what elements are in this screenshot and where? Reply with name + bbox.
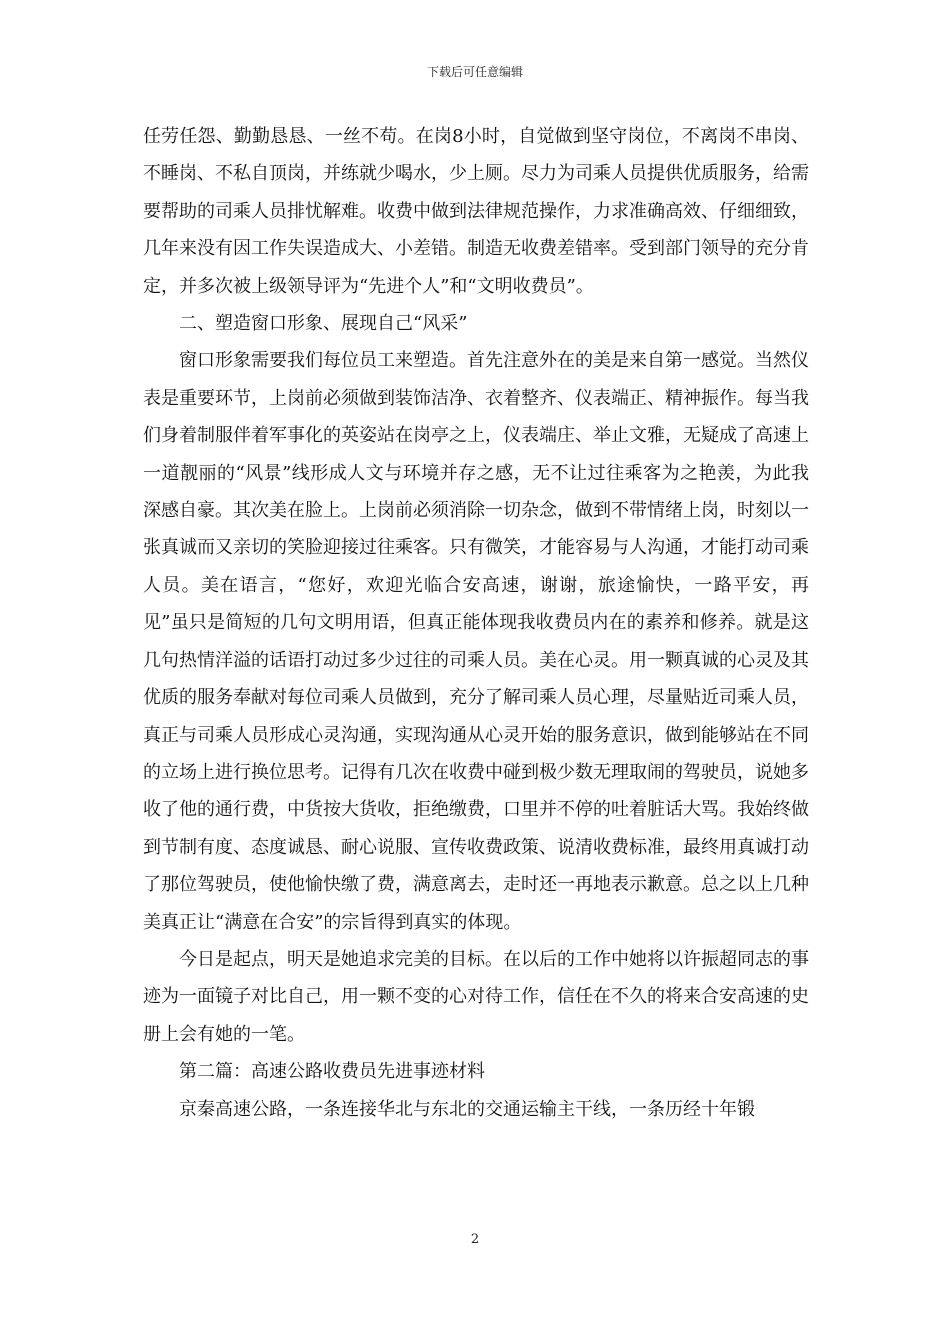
document-body xyxy=(143,118,809,1128)
paragraph-4: 今日是起点，明天是她追求完美的目标。在以后的工作中她将以许振超同志的事迹为一面镜子对比自己，用一颗不变的心对待工作，信任在不久的将来合安高速的史册上会有她的一笔。 xyxy=(143,948,809,1045)
paragraph-1: 任劳任怨、勤勤恳恳、一丝不苟。在岗8小时，自觉做到坚守岗位，不离岗不串岗、不睡岗、不私自顶岗，并练就少喝水，少上厕。尽力为司乘人员提供优质服务，给需要帮助的司乘人员排忧解难。收费中做到法律规范操作，力求准确高效、仔细细致，几年来没有因工作失误造成大、小差错。制造无收费差错率。受到部门领导的充分肯定，并多次被上级领导评为“先进个人”和“文明收费员”。 xyxy=(143,126,809,297)
page-number: 2 xyxy=(470,1232,480,1247)
article-title-2: 第二篇：高速公路收费员先进事迹材料 xyxy=(179,1061,485,1083)
page-header: 下载后可任意编辑 xyxy=(426,65,523,79)
section-heading-2: 二、塑造窗口形象、展现自己“风采” xyxy=(179,313,468,335)
paragraph-3: 窗口形象需要我们每位员工来塑造。首先注意外在的美是来自第一感觉。当然仪表是重要环节，上岗前必须做到装饰洁净、衣着整齐、仪表端正、精神振作。每当我们身着制服伴着军事化的英姿站在岗亭之上，仪表端庄、举止文雅，无疑成了高速上一道靓丽的“风景”线形成人文与环境并存之感，无不让过往乘客为之艳羡，为此我深感自豪。其次美在脸上。上岗前必须消除一切杂念，做到不带情绪上岗，时刻以一张真诚而又亲切的笑脸迎接过往乘客。只有微笑，才能容易与人沟通，才能打动司乘人员。美在语言，“您好，欢迎光临合安高速，谢谢，旅途愉快，一路平安，再见”虽只是简短的几句文明用语，但真正能体现我收费员内在的素养和修养。就是这几句热情洋溢的话语打动过多少过往的司乘人员。美在心灵。用一颗真诚的心灵及其优质的服务奉献对每位司乘人员做到，充分了解司乘人员心理，尽量贴近司乘人员，真正与司乘人员形成心灵沟通，实现沟通从心灵开始的服务意识，做到能够站在不同的立场上进行换位思考。记得有几次在收费中碰到极少数无理取闹的驾驶员，说她多收了他的通行费，中货按大货收，拒绝缴费，口里并不停的吐着脏话大骂。我始终做到节制有度、态度诚恳、耐心说服、宣传收费政策、说清收费标准，最终用真诚打动了那位驾驶员，使他愉快缴了费，满意离去，走时还一再地表示歉意。总之以上几种美真正让“满意在合安”的宗旨得到真实的体现。 xyxy=(143,350,809,933)
paragraph-6: 京秦高速公路，一条连接华北与东北的交通运输主干线，一条历经十年锻 xyxy=(179,1098,755,1120)
